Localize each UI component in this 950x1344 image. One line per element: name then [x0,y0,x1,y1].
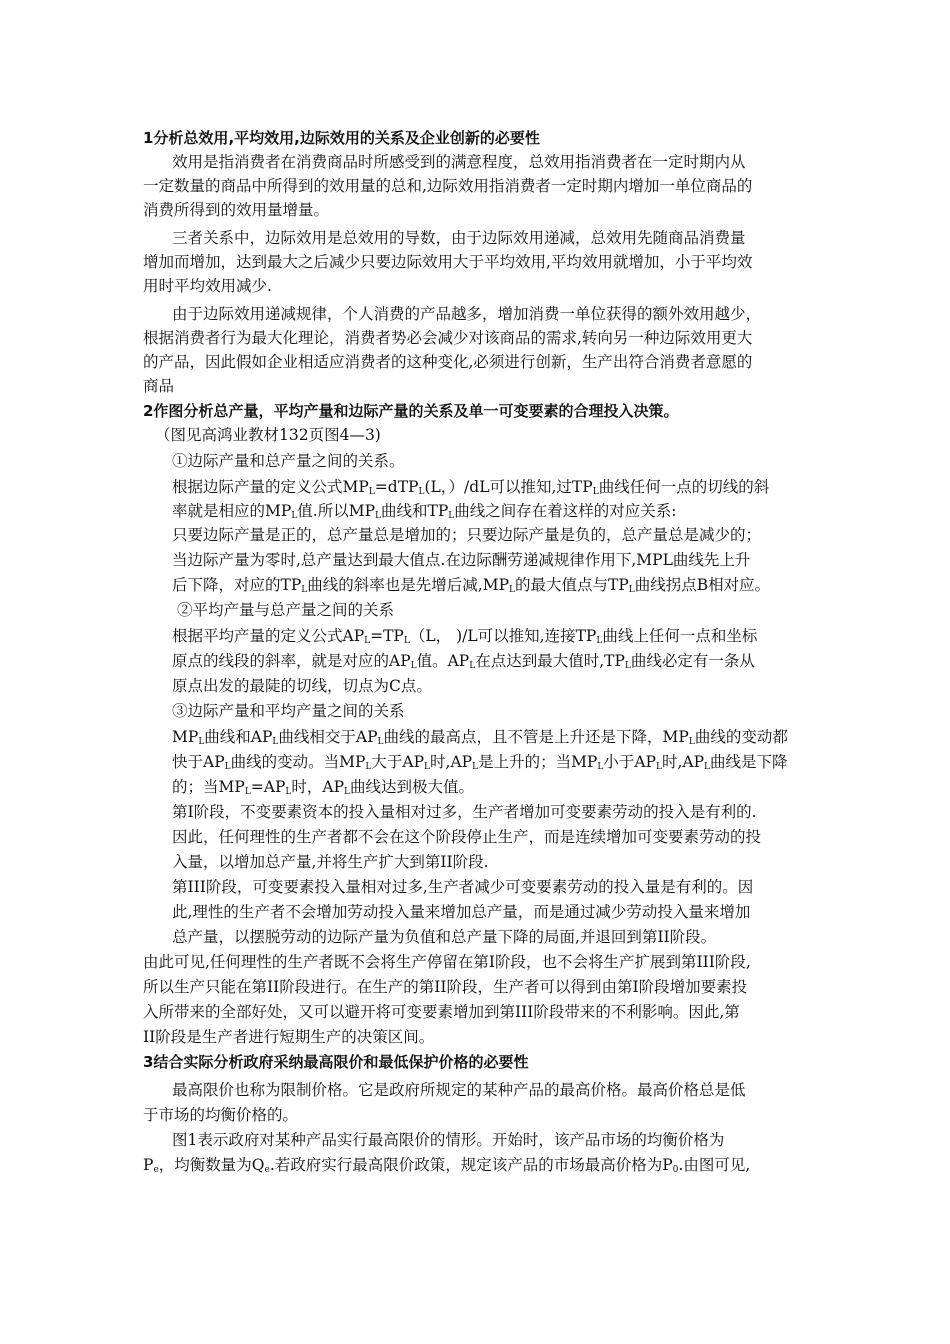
paragraph-line: 由于边际效用递减规律，个人消费的产品越多，增加消费一单位获得的额外效用越少， [172,305,762,323]
paragraph-line: 的；当$MP_L=AP_L$时，$AP_L$曲线达到极大值。 [172,778,475,797]
paragraph-line: 的产品，因此假如企业相适应消费者的这种变化,必须进行创新，生产出符合消费者意愿的 [143,353,753,371]
paragraph-line: 入所带来的全部好处，又可以避开将可变要素增加到第III阶段带来的不利影响。因此,第 [143,1003,740,1021]
paragraph-line: $P_e$，均衡数量为$Q_e$.若政府实行最高限价政策，规定该产品的市场最高价格为$P_0$.由图可见, [143,1156,751,1175]
subheading-2: ②平均产量与总产量之间的关系 [177,601,395,619]
paragraph-line: 只要边际产量是正的，总产量总是增加的；只要边际产量是负的，总产量总是减少的； [172,526,762,544]
paragraph-line: 率就是相应的$MP_L$值.所以$MP_L$曲线和$TP_L$曲线之间存在着这样的对应关系: [172,502,677,521]
paragraph-line: 此,理性的生产者不会增加劳动投入量来增加总产量，而是通过减少劳动投入量来增加 [172,903,751,921]
paragraph-line: 入量，以增加总产量,并将生产扩大到第II阶段. [172,853,489,871]
paragraph-line: 一定数量的商品中所得到的效用量的总和,边际效用指消费者一定时期内增加一单位商品的 [143,177,753,195]
paragraph-line: 所以生产只能在第II阶段进行。在生产的第II阶段，生产者可以得到由第I阶段增加要素投 [143,978,748,996]
paragraph-line: 总产量，以摆脱劳动的边际产量为负值和总产量下降的局面,并退回到第II阶段。 [172,928,717,946]
paragraph-line: 快于$AP_L$曲线的变动。当$MP_L$大于$AP_L$时$,AP_L$是上升的；当$MP_L$小于$AP_L$时$,AP_L$曲线是下降 [172,753,788,772]
paragraph-line: 根据边际产量的定义公式$MP_L=dTP_L(L$，）/dL可以推知,过$TP_L$曲线任何一点的切线的斜 [172,478,770,497]
subheading-1: ①边际产量和总产量之间的关系。 [172,452,405,470]
paragraph-line: 第III阶段，可变要素投入量相对过多,生产者减少可变要素劳动的投入量是有利的。因 [172,878,754,896]
paragraph-line: 原点的线段的斜率，就是对应的$AP_L$值。$AP_L$在点达到最大值时$,TP_L$曲线必定有一条从 [172,652,755,671]
paragraph-line: 增加而增加，达到最大之后减少只要边际效用大于平均效用,平均效用就增加，小于平均效 [143,253,753,271]
paragraph-line: 由此可见,任何理性的生产者既不会将生产停留在第I阶段，也不会将生产扩展到第III阶段, [143,953,751,971]
paragraph-line: 于市场的均衡价格的。 [143,1106,299,1124]
paragraph-line: 根据平均产量的定义公式$AP_L=TP_L(L$， )/L可以推知,连接$TP_L$曲线上任何一点和坐标 [172,627,758,646]
paragraph-line: 第I阶段，不变要素资本的投入量相对过多，生产者增加可变要素劳动的投入是有利的. [172,803,757,821]
paragraph-line: 商品 [143,377,175,395]
paragraph-line: 效用是指消费者在消费商品时所感受到的满意程度，总效用指消费者在一定时期内从 [172,153,746,171]
paragraph-line: II阶段是生产者进行短期生产的决策区间。 [143,1028,435,1046]
paragraph-line: 图1表示政府对某种产品实行最高限价的情形。开始时，该产品市场的均衡价格为 [172,1131,725,1149]
subheading-3: ③边际产量和平均产量之间的关系 [172,702,405,720]
paragraph-line: 三者关系中，边际效用是总效用的导数，由于边际效用递减，总效用先随商品消费量 [172,229,746,247]
paragraph-line: 因此，任何理性的生产者都不会在这个阶段停止生产，而是连续增加可变要素劳动的投 [172,828,762,846]
paragraph-line: 当边际产量为零时,总产量达到最大值点.在边际酬劳递减规律作用下,MPL曲线先上升 [172,551,751,569]
section-3-heading: 3结合实际分析政府采纳最高限价和最低保护价格的必要性 [143,1053,529,1071]
paragraph-line: 后下降，对应的$TP_L$曲线的斜率也是先增后减$,MP_L$的最大值点与$TP_L$曲线拐点B相对应。 [172,576,771,595]
section-1-heading: 1分析总效用,平均效用,边际效用的关系及企业创新的必要性 [143,129,540,147]
figure-reference: （图见高鸿业教材132页图4—3) [155,426,381,444]
paragraph-line: 最高限价也称为限制价格。它是政府所规定的某种产品的最高价格。最高价格总是低 [172,1081,746,1099]
paragraph-line: 根据消费者行为最大化理论，消费者势必会减少对该商品的需求,转向另一种边际效用更大 [143,329,753,347]
section-2-heading: 2作图分析总产量，平均产量和边际产量的关系及单一可变要素的合理投入决策。 [143,402,679,420]
paragraph-line: 消费所得到的效用量增量。 [143,201,330,219]
paragraph-line: 原点出发的最陡的切线，切点为C点。 [172,677,432,695]
paragraph-line: $MP_L$曲线和$AP_L$曲线相交于$AP_L$曲线的最高点，且不管是上升还是下降，$MP_L$曲线的变动都 [172,728,788,747]
paragraph-line: 用时平均效用减少. [143,277,272,295]
